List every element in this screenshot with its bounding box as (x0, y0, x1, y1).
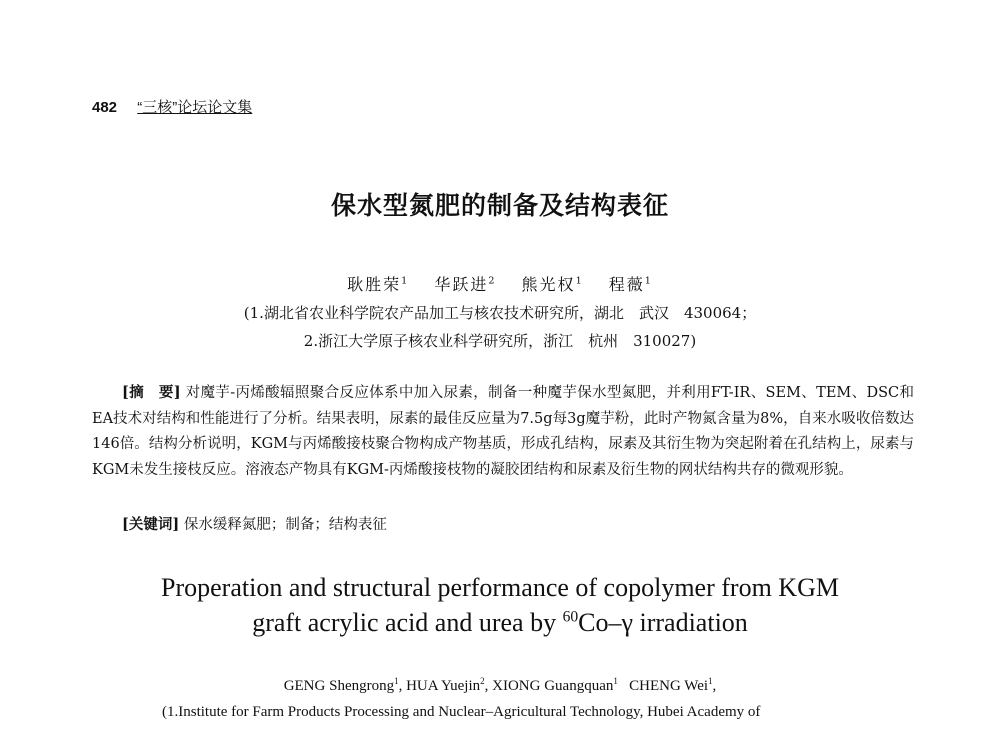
title-chinese: 保水型氮肥的制备及结构表征 (330, 191, 669, 220)
title-english-part: graft acrylic acid and urea by (252, 608, 557, 637)
author-affiliation-mark: 1 (401, 275, 410, 287)
author-name: 华跃进 (434, 275, 489, 294)
author-name: 耿胜荣 (347, 275, 402, 294)
authors-chinese (0, 272, 1000, 295)
affiliation-english: (1.Institute for Farm Products Processing and Nuclear–Agricultural Technology, Hubei Academy of (162, 704, 761, 720)
page-number: 482 (92, 99, 118, 116)
affiliation-line-2: 2.浙江大学原子核农业科学研究所，浙江 杭州 310027) (303, 332, 697, 350)
title-english-line-2 (0, 608, 1000, 638)
author-affiliation-mark: 2 (480, 676, 485, 686)
author-affiliation-mark: 1 (644, 275, 653, 287)
authors-english: GENG Shengrong$^1$, HUA Yuejin$^2$, XIONG Guangquan$^1$ CHENG Wei$^1$, (283, 676, 717, 694)
author-affiliation-mark: 1 (394, 676, 399, 686)
keywords-text: 保水缓释氮肥；制备；结构表征 (183, 517, 387, 533)
author-affiliation-mark: 1 (613, 676, 618, 686)
author-affiliation-mark: 1 (575, 275, 584, 287)
abstract-label: [摘 要] (122, 384, 181, 401)
isotope-superscript: 60 (562, 608, 579, 626)
abstract (92, 380, 914, 483)
author-name-en: GENG Shengrong (283, 678, 395, 694)
author-name: 程薇 (608, 275, 645, 294)
author-name-en: CHENG Wei (629, 678, 709, 694)
running-header (92, 96, 252, 117)
author-name-en: XIONG Guangquan (492, 678, 614, 694)
abstract-text: 对魔芋-丙烯酸辐照聚合反应体系中加入尿素，制备一种魔芋保水型氮肥，并利用FT-IR、SEM、TEM、DSC和EA技术对结构和性能进行了分析。结果表明，尿素的最佳反应量为7.5g每3g魔芋粉，此时产物氮含量为8%，自来水吸收倍数达146倍。结构分析说明，KGM与丙烯酸接枝聚合物构成产物基质，形成孔结构，尿素及其衍生物为突起附着在孔结构上，尿素与KGM未发生接枝反应。溶液态产物具有KGM-丙烯酸接枝物的凝胶团结构和尿素及衍生物的网状结构共存的微观形貌。 (92, 385, 914, 478)
keywords-label: [关键词] (122, 516, 180, 533)
author-name-en: HUA Yuejin (406, 678, 481, 694)
author-affiliation-mark: 1 (708, 676, 713, 686)
title-english-line-1: Properation and structural performance of copolymer from KGM (161, 573, 839, 602)
title-english-part: Co–γ irradiation (578, 608, 748, 637)
keywords (122, 513, 387, 534)
collection-title: “三核”论坛论文集 (137, 99, 253, 116)
author-name: 熊光权 (521, 275, 576, 294)
author-affiliation-mark: 2 (488, 275, 497, 287)
affiliation-line-1: (1.湖北省农业科学院农产品加工与核农技术研究所，湖北 武汉 430064； (243, 304, 757, 322)
